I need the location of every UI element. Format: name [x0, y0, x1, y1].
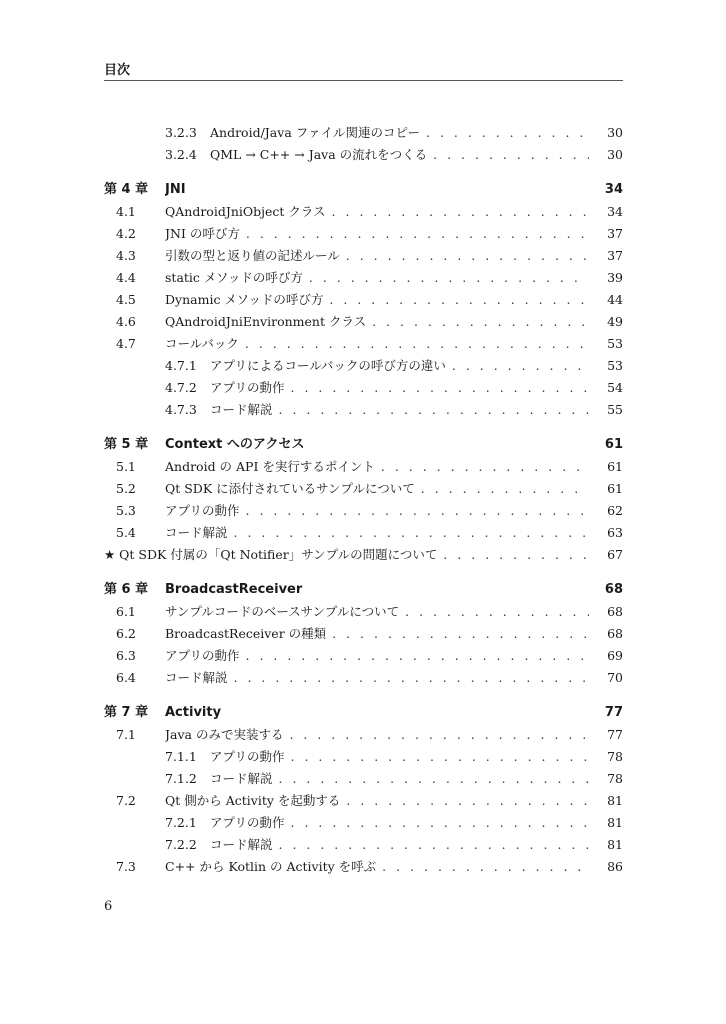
toc-entry-title: コード解説: [210, 768, 279, 790]
toc-entry-title: Dynamic メソッドの呼び方: [165, 289, 329, 311]
dot-leader: [234, 522, 589, 544]
toc-entry-title: Activity: [165, 702, 227, 724]
toc-entry-page: 37: [607, 248, 623, 263]
toc-entry-title-wrap: [165, 601, 589, 623]
toc-entry[interactable]: [104, 544, 623, 566]
dot-leader: [289, 724, 589, 746]
toc-entry-title-wrap: [165, 267, 589, 289]
toc-entry[interactable]: [104, 812, 623, 834]
dot-leader: [332, 201, 589, 223]
dot-leader: [246, 500, 589, 522]
toc-entry-title-wrap: [165, 500, 589, 522]
toc-entry-title-wrap: [165, 522, 589, 544]
toc-entry-title-wrap: [165, 223, 589, 245]
toc-entry[interactable]: [104, 456, 623, 478]
dot-leader: [382, 856, 589, 878]
toc-entry-number: 6.1: [116, 604, 136, 619]
toc-entry-page: 49: [607, 314, 623, 329]
toc-entry-page: 54: [607, 380, 623, 395]
dot-leader: [346, 245, 589, 267]
toc-entry[interactable]: [104, 245, 623, 267]
toc-chapter-entry[interactable]: [104, 179, 623, 201]
toc-entry-number: 4.7.2: [165, 380, 197, 395]
toc-entry-title: アプリの動作: [210, 377, 291, 399]
toc-entry-title: Android の API を実行するポイント: [165, 456, 381, 478]
dot-leader: [246, 645, 589, 667]
toc-entry-title-wrap: [165, 333, 589, 355]
toc-entry-title: JNI: [165, 179, 192, 201]
toc-entry-title-wrap: [210, 768, 589, 790]
toc-entry-page: 61: [607, 459, 623, 474]
toc-entry-title: static メソッドの呼び方: [165, 267, 309, 289]
toc-entry[interactable]: [104, 601, 623, 623]
toc-entry-title-wrap: [165, 245, 589, 267]
toc-entry-title: アプリによるコールバックの呼び方の違い: [210, 355, 452, 377]
toc-entry-title-wrap: [210, 834, 589, 856]
toc-entry-title: サンプルコードのベースサンプルについて: [165, 601, 405, 623]
toc-entry-page: 77: [604, 705, 623, 720]
toc-entry-number: 5.2: [116, 481, 136, 496]
toc-entry-number: 7.2.1: [165, 815, 197, 830]
toc-entry-title: C++ から Kotlin の Activity を呼ぶ: [165, 856, 382, 878]
toc-entry-page: 70: [607, 670, 623, 685]
toc-entry-page: 30: [607, 147, 623, 162]
toc-entry-title: アプリの動作: [210, 746, 291, 768]
dot-leader: [291, 377, 589, 399]
dot-leader: [329, 289, 589, 311]
toc-entry-page: 68: [604, 582, 623, 597]
toc-entry-title: コード解説: [210, 834, 279, 856]
toc-entry-page: 61: [607, 481, 623, 496]
toc-entry-title: アプリの動作: [165, 500, 246, 522]
toc-entry-title: QAndroidJniEnvironment クラス: [165, 311, 372, 333]
toc-entry-number: 第 7 章: [104, 705, 149, 720]
toc-entry[interactable]: [104, 522, 623, 544]
toc-entry[interactable]: [104, 724, 623, 746]
toc-entry-title-wrap: [210, 377, 589, 399]
dot-leader: [332, 623, 589, 645]
toc-entry-page: 55: [607, 402, 623, 417]
toc-entry[interactable]: [104, 122, 623, 144]
toc-entry-title-wrap: [165, 579, 589, 601]
toc-entry-title-wrap: [165, 645, 589, 667]
dot-leader: [443, 544, 589, 566]
toc-entry-title: QAndroidJniObject クラス: [165, 201, 332, 223]
dot-leader: [452, 355, 589, 377]
toc-entry-title-wrap: [210, 812, 589, 834]
toc-entry-number: 4.4: [116, 270, 136, 285]
toc-entry-page: 62: [607, 503, 623, 518]
toc-entry-number: 6.4: [116, 670, 136, 685]
dot-leader: [309, 267, 589, 289]
toc-entry-title-wrap: [104, 544, 589, 566]
toc-entry-page: 81: [607, 837, 623, 852]
toc-entry-number: 4.7.3: [165, 402, 197, 417]
toc-entry-number: 5.1: [116, 459, 136, 474]
toc-entry-page: 67: [607, 547, 623, 562]
toc-entry[interactable]: [104, 289, 623, 311]
toc-entry-title: Context へのアクセス: [165, 434, 311, 456]
toc-entry-title: ★ Qt SDK 付属の「Qt Notifier」サンプルの問題について: [104, 544, 443, 566]
toc-entry[interactable]: [104, 399, 623, 421]
toc-entry[interactable]: [104, 623, 623, 645]
toc-entry-page: 61: [604, 437, 623, 452]
toc-entry[interactable]: [104, 790, 623, 812]
toc-entry-title-wrap: [165, 289, 589, 311]
toc-entry-page: 78: [607, 749, 623, 764]
toc-chapter-entry[interactable]: [104, 434, 623, 456]
toc-entry[interactable]: [104, 834, 623, 856]
toc-entry-title-wrap: [210, 399, 589, 421]
dot-leader: [426, 122, 589, 144]
toc-entry-title: コールバック: [165, 333, 245, 355]
toc-entry-page: 34: [607, 204, 623, 219]
toc-entry-title-wrap: [210, 122, 589, 144]
toc-entry-page: 30: [607, 125, 623, 140]
page-number: 6: [104, 899, 113, 914]
toc-entry-number: 4.7.1: [165, 358, 197, 373]
toc-entry-title: アプリの動作: [165, 645, 246, 667]
table-of-contents: [104, 122, 623, 878]
toc-entry[interactable]: [104, 856, 623, 878]
toc-entry-number: 6.2: [116, 626, 136, 641]
toc-entry-number: 3.2.4: [165, 147, 197, 162]
toc-entry-number: 第 6 章: [104, 582, 149, 597]
dot-leader: [245, 333, 589, 355]
toc-entry-number: 4.5: [116, 292, 136, 307]
toc-entry[interactable]: [104, 201, 623, 223]
toc-entry-title-wrap: [210, 746, 589, 768]
dot-leader: [246, 223, 589, 245]
dot-leader: [421, 478, 589, 500]
running-header: [104, 62, 623, 81]
toc-entry[interactable]: [104, 746, 623, 768]
toc-entry-page: 53: [607, 358, 623, 373]
toc-entry-title: Qt 側から Activity を起動する: [165, 790, 346, 812]
toc-entry[interactable]: [104, 355, 623, 377]
toc-entry-page: 37: [607, 226, 623, 241]
toc-entry-page: 63: [607, 525, 623, 540]
toc-entry-title-wrap: [165, 667, 589, 689]
dot-leader: [234, 667, 589, 689]
toc-entry-title: 引数の型と返り値の記述ルール: [165, 245, 346, 267]
toc-entry-title-wrap: [165, 623, 589, 645]
toc-entry-title: コード解説: [210, 399, 279, 421]
toc-entry-page: 81: [607, 793, 623, 808]
dot-leader: [433, 144, 589, 166]
dot-leader: [279, 399, 589, 421]
toc-chapter-entry[interactable]: [104, 579, 623, 601]
toc-entry-title: JNI の呼び方: [165, 223, 246, 245]
toc-entry[interactable]: [104, 267, 623, 289]
toc-entry-number: 4.3: [116, 248, 136, 263]
dot-leader: [381, 456, 589, 478]
toc-entry[interactable]: [104, 478, 623, 500]
dot-leader: [279, 834, 589, 856]
header-title: 目次: [104, 63, 131, 78]
toc-entry-title-wrap: [210, 144, 589, 166]
toc-entry-title-wrap: [165, 434, 589, 456]
toc-entry-page: 68: [607, 626, 623, 641]
toc-entry-number: 第 5 章: [104, 437, 149, 452]
toc-entry-number: 5.3: [116, 503, 136, 518]
toc-entry-title-wrap: [165, 724, 589, 746]
toc-entry-title: コード解説: [165, 667, 234, 689]
toc-entry-title-wrap: [165, 456, 589, 478]
toc-entry-page: 34: [604, 182, 623, 197]
toc-entry-number: 4.1: [116, 204, 136, 219]
dot-leader: [279, 768, 589, 790]
toc-entry-number: 7.3: [116, 859, 136, 874]
toc-entry-title: BroadcastReceiver の種類: [165, 623, 332, 645]
toc-entry-number: 7.2.2: [165, 837, 197, 852]
toc-entry-page: 86: [607, 859, 623, 874]
dot-leader: [372, 311, 589, 333]
toc-entry-page: 78: [607, 771, 623, 786]
toc-entry-title: コード解説: [165, 522, 234, 544]
toc-entry[interactable]: [104, 500, 623, 522]
toc-entry-number: 7.1: [116, 727, 136, 742]
toc-entry-page: 81: [607, 815, 623, 830]
toc-entry-title-wrap: [165, 790, 589, 812]
toc-entry-number: 7.1.1: [165, 749, 197, 764]
toc-entry-title: アプリの動作: [210, 812, 291, 834]
toc-entry-title-wrap: [210, 355, 589, 377]
toc-entry-number: 6.3: [116, 648, 136, 663]
toc-entry-title-wrap: [165, 201, 589, 223]
toc-entry-page: 53: [607, 336, 623, 351]
toc-entry-title: BroadcastReceiver: [165, 579, 308, 601]
toc-entry-page: 39: [607, 270, 623, 285]
toc-entry-number: 7.1.2: [165, 771, 197, 786]
toc-entry-number: 4.6: [116, 314, 136, 329]
toc-entry-page: 68: [607, 604, 623, 619]
toc-entry[interactable]: [104, 667, 623, 689]
toc-entry-title: QML → C++ → Java の流れをつくる: [210, 144, 433, 166]
toc-chapter-entry[interactable]: [104, 702, 623, 724]
toc-entry[interactable]: [104, 223, 623, 245]
toc-entry-number: 4.7: [116, 336, 136, 351]
toc-entry-number: 4.2: [116, 226, 136, 241]
toc-entry-title-wrap: [165, 702, 589, 724]
toc-entry-title-wrap: [165, 179, 589, 201]
toc-entry-title: Java のみで実装する: [165, 724, 289, 746]
toc-entry[interactable]: [104, 377, 623, 399]
toc-entry[interactable]: [104, 645, 623, 667]
toc-entry-number: 3.2.3: [165, 125, 197, 140]
toc-entry[interactable]: [104, 311, 623, 333]
toc-entry-page: 69: [607, 648, 623, 663]
toc-entry-number: 第 4 章: [104, 182, 149, 197]
toc-entry[interactable]: [104, 333, 623, 355]
toc-entry-number: 7.2: [116, 793, 136, 808]
toc-entry-title: Android/Java ファイル関連のコピー: [210, 122, 426, 144]
toc-entry[interactable]: [104, 768, 623, 790]
dot-leader: [291, 812, 589, 834]
toc-entry-title: Qt SDK に添付されているサンプルについて: [165, 478, 421, 500]
dot-leader: [291, 746, 589, 768]
toc-entry-title-wrap: [165, 478, 589, 500]
toc-entry-title-wrap: [165, 311, 589, 333]
toc-entry-page: 44: [607, 292, 623, 307]
dot-leader: [405, 601, 589, 623]
toc-entry-page: 77: [607, 727, 623, 742]
toc-entry[interactable]: [104, 144, 623, 166]
dot-leader: [346, 790, 589, 812]
toc-entry-title-wrap: [165, 856, 589, 878]
toc-entry-number: 5.4: [116, 525, 136, 540]
